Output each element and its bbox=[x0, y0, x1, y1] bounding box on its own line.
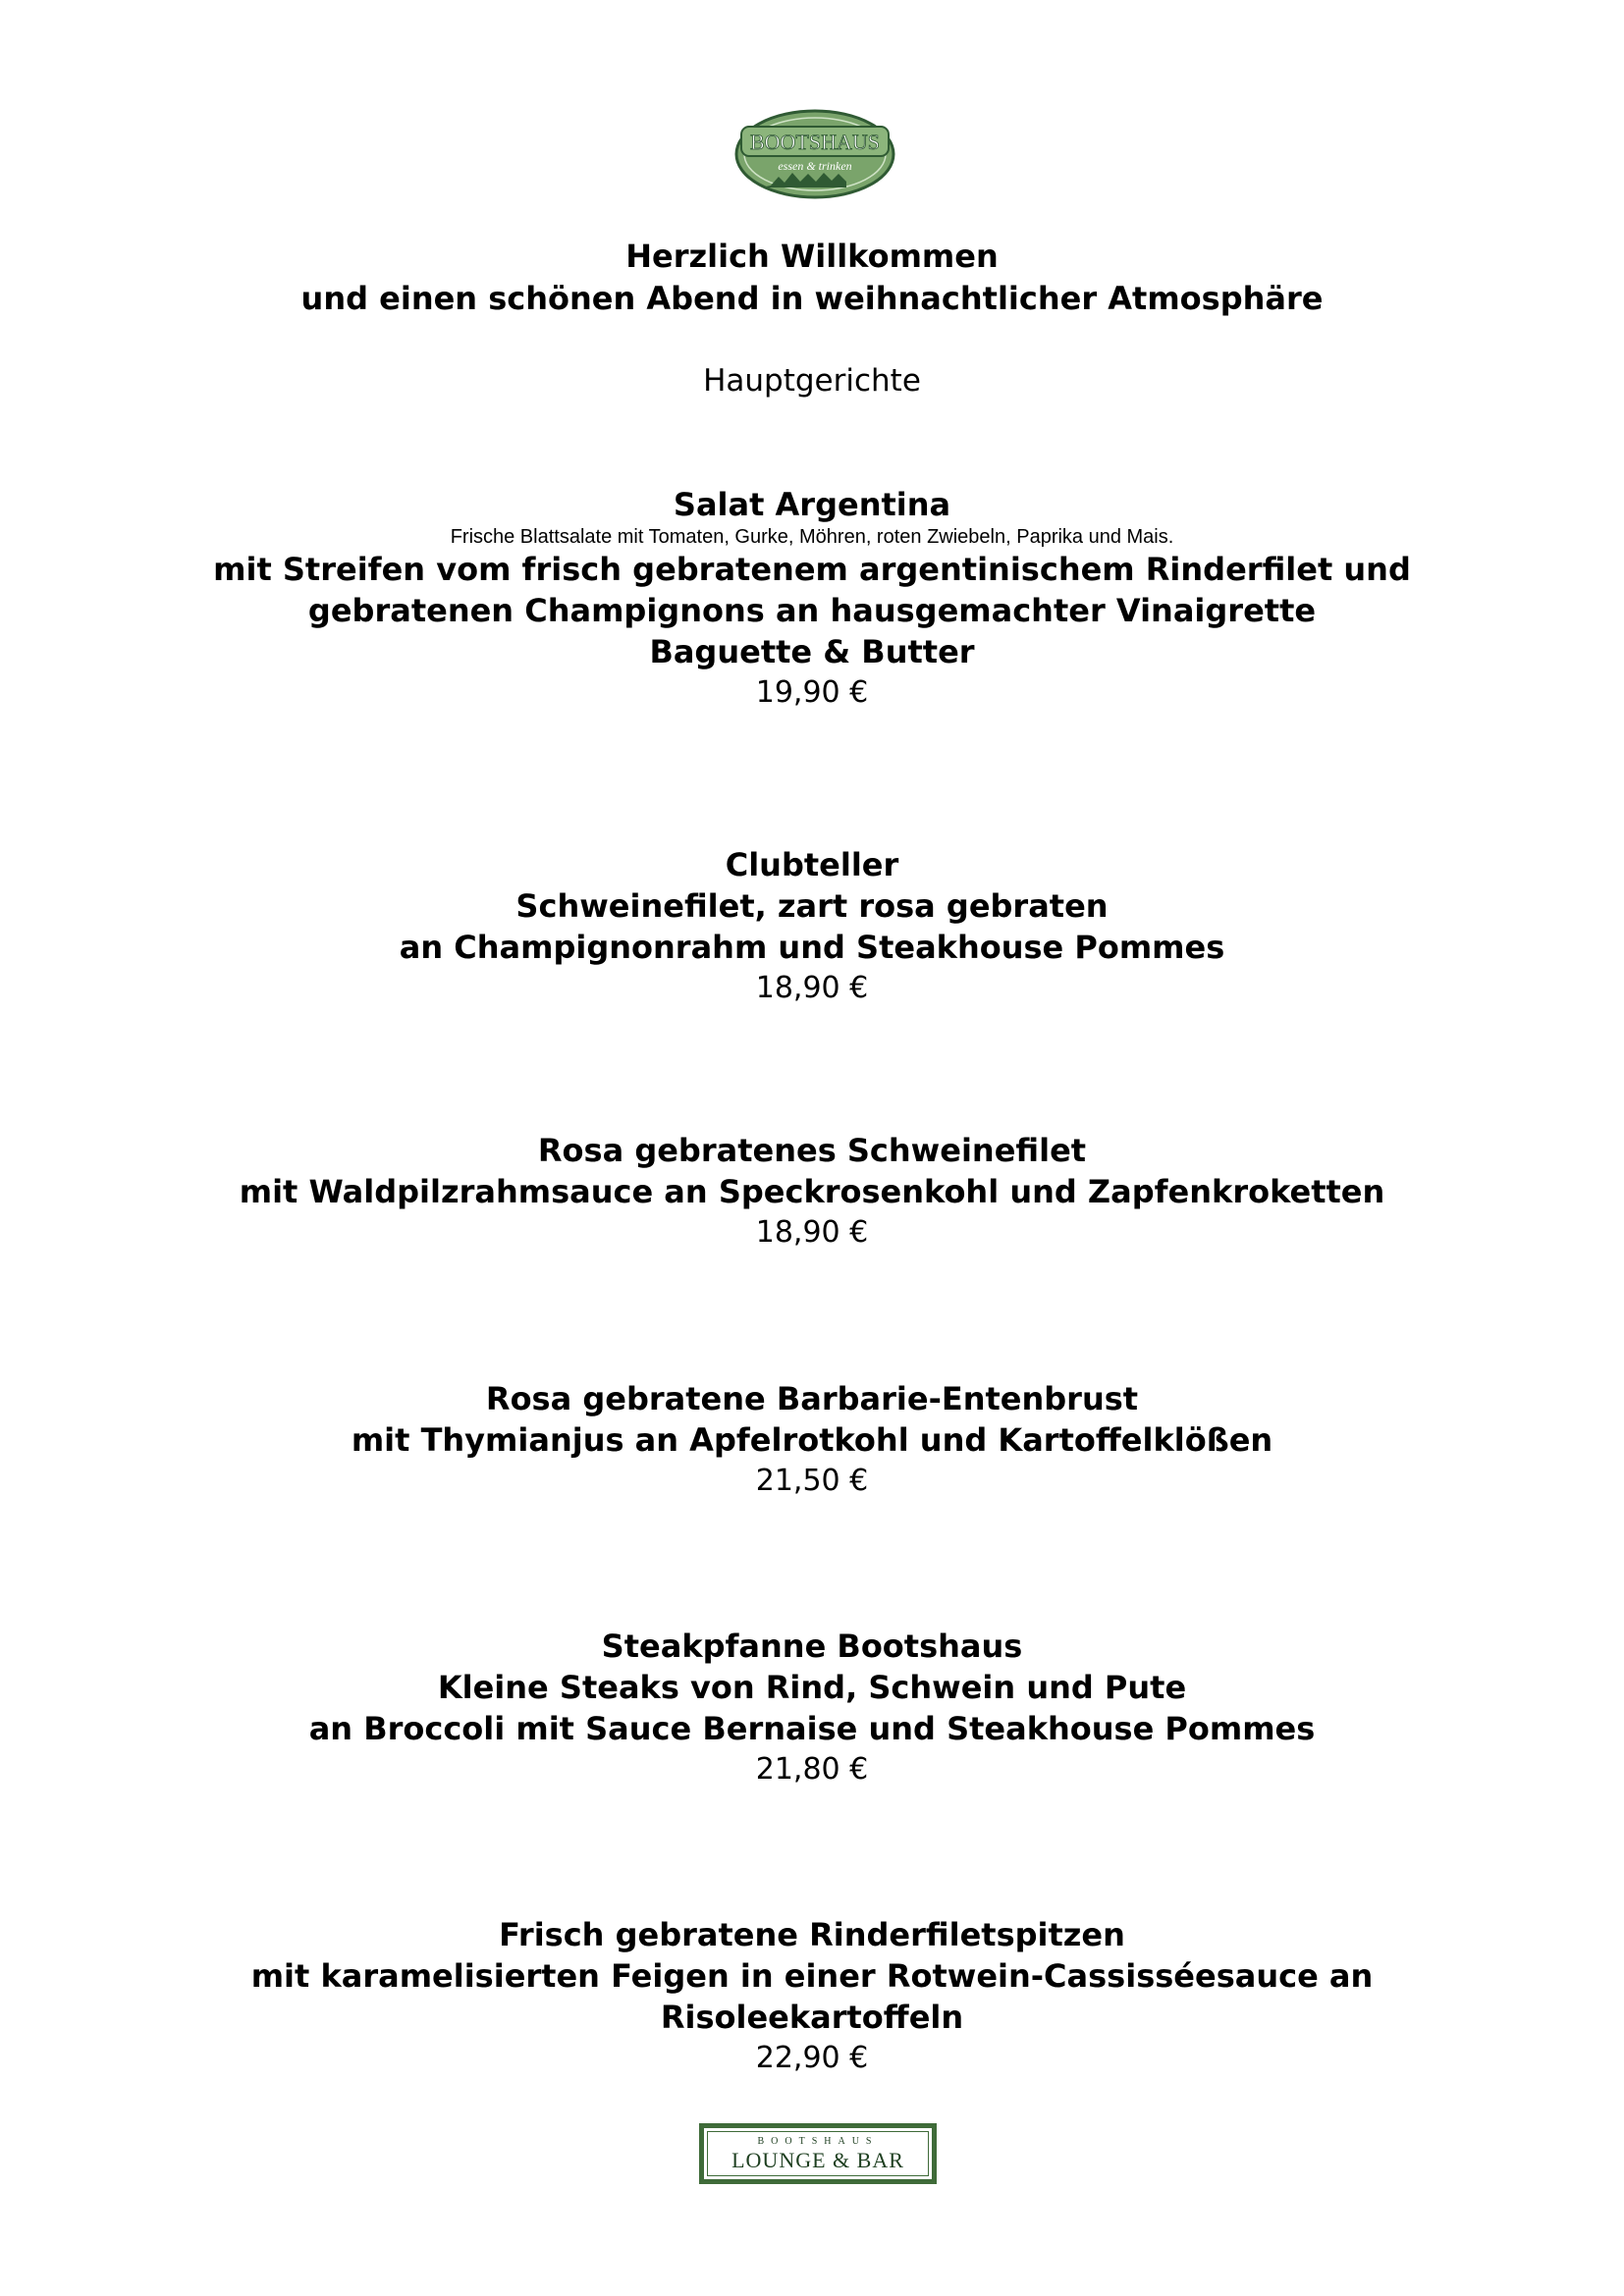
dish-line: an Broccoli mit Sauce Bernaise und Steakhouse Pommes bbox=[308, 1710, 1316, 1747]
dish-line: Baguette & Butter bbox=[649, 633, 975, 670]
dish-name: Salat Argentina bbox=[673, 486, 951, 523]
dish-line: mit karamelisierten Feigen in einer Rotwein-Cassisséesauce an bbox=[250, 1957, 1374, 1995]
logo-text-sub: essen & trinken bbox=[778, 159, 852, 173]
dish-name: Rosa gebratenes Schweinefilet bbox=[537, 1132, 1087, 1169]
dish-line: mit Thymianjus an Apfelrotkohl und Kartoffelklößen bbox=[351, 1421, 1273, 1459]
menu-item bbox=[0, 1626, 1624, 1789]
menu-item bbox=[0, 1914, 1624, 2078]
dish-name: Clubteller bbox=[725, 846, 899, 883]
welcome-line-2: und einen schönen Abend in weihnachtlicher Atmosphäre bbox=[300, 280, 1324, 317]
welcome-heading bbox=[0, 236, 1624, 320]
menu-item bbox=[0, 844, 1624, 1008]
dish-price: 21,50 € bbox=[755, 1464, 869, 1498]
dish-name: Frisch gebratene Rinderfiletspitzen bbox=[499, 1916, 1125, 1953]
menu-item bbox=[0, 484, 1624, 713]
dish-name: Rosa gebratene Barbarie-Entenbrust bbox=[485, 1380, 1139, 1417]
menu-item bbox=[0, 1130, 1624, 1253]
dish-price: 18,90 € bbox=[755, 971, 869, 1005]
dish-line: mit Waldpilzrahmsauce an Speckrosenkohl und Zapfenkroketten bbox=[239, 1173, 1385, 1210]
dish-name: Steakpfanne Bootshaus bbox=[601, 1628, 1023, 1665]
section-title: Hauptgerichte bbox=[703, 363, 921, 399]
bootshaus-logo bbox=[731, 103, 898, 201]
dish-price: 19,90 € bbox=[755, 675, 869, 710]
welcome-line-1: Herzlich Willkommen bbox=[625, 238, 999, 275]
dish-price: 18,90 € bbox=[755, 1215, 869, 1250]
dish-line: an Champignonrahm und Steakhouse Pommes bbox=[399, 929, 1225, 966]
badge-inner-border bbox=[707, 2131, 929, 2176]
dish-line: Risoleekartoffeln bbox=[660, 1999, 964, 2036]
menu-item bbox=[0, 1378, 1624, 1501]
badge-top-text: BOOTSHAUS bbox=[757, 2136, 879, 2147]
dish-price: 21,80 € bbox=[755, 1752, 869, 1787]
lounge-bar-logo bbox=[699, 2123, 937, 2184]
logo-text-main: BOOTSHAUS bbox=[749, 130, 881, 154]
dish-line: Kleine Steaks von Rind, Schwein und Pute bbox=[437, 1669, 1187, 1706]
dish-line: Schweinefilet, zart rosa gebraten bbox=[515, 887, 1109, 925]
dish-price: 22,90 € bbox=[755, 2041, 869, 2075]
dish-description: Frische Blattsalate mit Tomaten, Gurke, Möhren, roten Zwiebeln, Paprika und Mais. bbox=[450, 526, 1174, 548]
dish-line: mit Streifen vom frisch gebratenem argentinischem Rinderfilet und bbox=[213, 551, 1411, 588]
dish-line: gebratenen Champignons an hausgemachter Vinaigrette bbox=[307, 592, 1317, 629]
badge-bottom-text: LOUNGE & BAR bbox=[731, 2148, 904, 2172]
